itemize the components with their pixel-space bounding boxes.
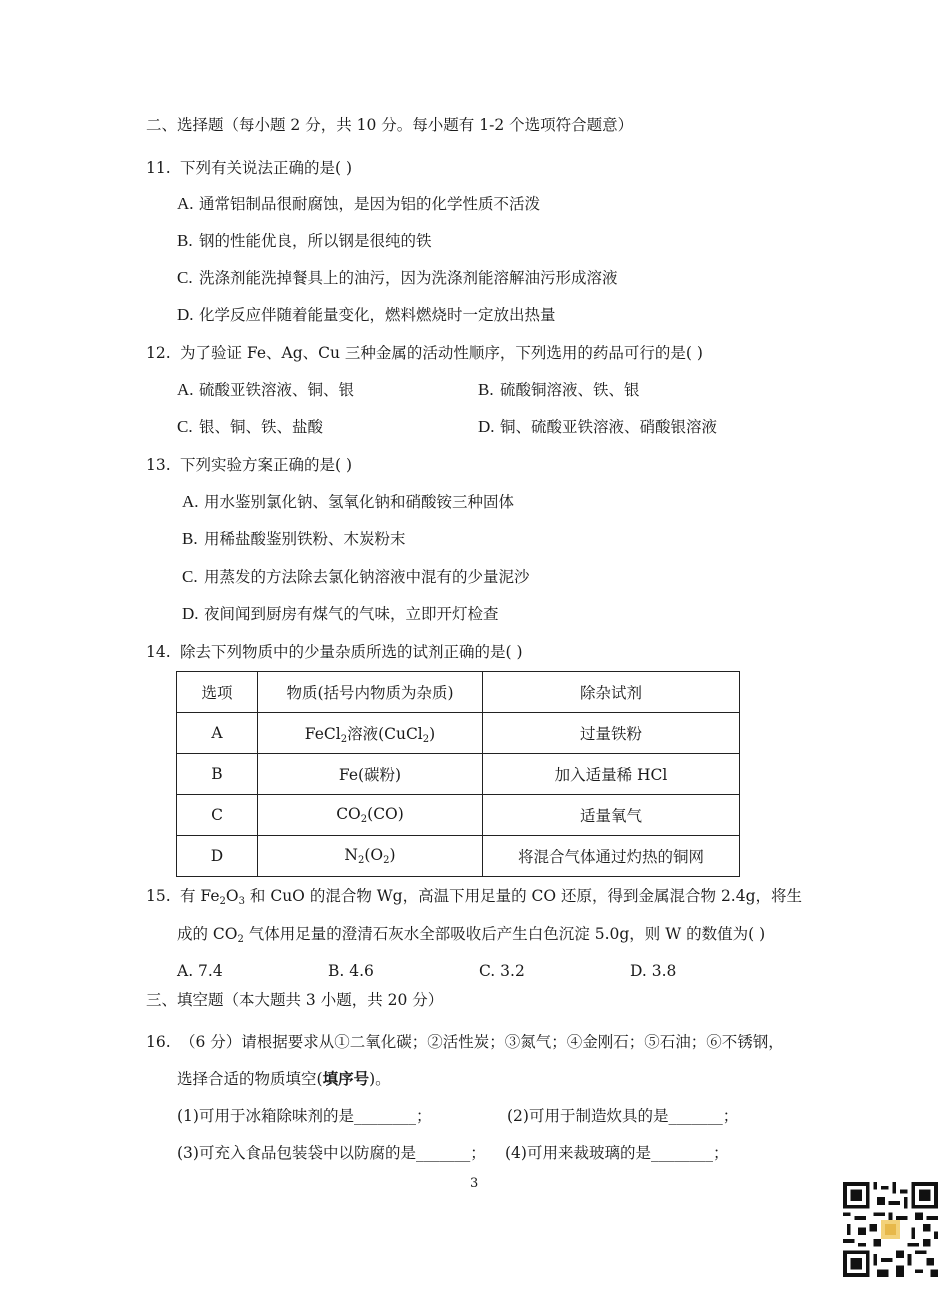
question-11 xyxy=(146,157,352,179)
option-letter: A. xyxy=(177,194,194,213)
option-letter: C. xyxy=(177,268,193,287)
subscript: 2 xyxy=(383,855,390,866)
table-row xyxy=(177,795,740,836)
subscript: 2 xyxy=(360,814,368,825)
option-text: 洗涤剂能洗掉餐具上的油污，因为洗涤剂能溶解油污形成溶液 xyxy=(199,269,618,287)
table-cell-substance xyxy=(258,795,483,836)
question-13 xyxy=(146,454,352,476)
table-header: 除杂试剂 xyxy=(483,672,740,713)
q11-option-d xyxy=(177,304,556,326)
q15-option-b: B. 4.6 xyxy=(328,962,374,980)
table-row xyxy=(177,836,740,877)
option-letter: A. xyxy=(177,380,194,399)
formula-part: (O xyxy=(364,846,384,864)
table-cell-option: B xyxy=(177,754,258,795)
question-number: 16. xyxy=(146,1033,171,1051)
formula-part: ) xyxy=(429,724,436,743)
table-cell-reagent: 加入适量稀 HCl xyxy=(483,754,740,795)
stem-bold: 填序号 xyxy=(322,1069,370,1088)
q16-blank-1: (1)可用于冰箱除味剂的是________； xyxy=(177,1107,432,1125)
q15-option-a: A. 7.4 xyxy=(177,962,223,980)
option-letter: D. xyxy=(182,604,199,623)
subscript: 2 xyxy=(219,896,226,907)
question-number: 12. xyxy=(146,344,171,362)
table-header-row xyxy=(177,672,740,713)
question-14 xyxy=(146,641,523,663)
option-text: 硫酸铜溶液、铁、银 xyxy=(500,381,640,399)
option-text: 钢的性能优良，所以钢是很纯的铁 xyxy=(199,232,432,250)
q11-option-c xyxy=(177,267,618,289)
q13-option-a xyxy=(182,491,514,513)
stem-part: 气体用足量的澄清石灰水全部吸收后产生白色沉淀 5.0g，则 W 的数值为( ) xyxy=(243,925,766,943)
question-stem: （6 分）请根据要求从①二氧化碳；②活性炭；③氮气；④金刚石；⑤石油；⑥不锈钢， xyxy=(180,1033,784,1051)
subscript: 2 xyxy=(357,855,365,866)
option-letter: A. xyxy=(182,492,199,511)
option-text: 铜、硫酸亚铁溶液、硝酸银溶液 xyxy=(500,418,718,436)
formula-part: Fe(碳粉) xyxy=(338,766,402,784)
formula-part: ) xyxy=(389,846,396,864)
subscript: 2 xyxy=(422,733,430,745)
table-cell-reagent: 将混合气体通过灼热的铜网 xyxy=(483,836,740,877)
table-cell-substance xyxy=(258,836,483,877)
question-16-line-2 xyxy=(177,1068,391,1090)
section-2-heading: 二、选择题（每小题 2 分，共 10 分。每小题有 1-2 个选项符合题意） xyxy=(146,116,634,134)
q15-option-d: D. 3.8 xyxy=(630,962,677,980)
subscript: 2 xyxy=(340,733,348,745)
table-row xyxy=(177,754,740,795)
subscript: 2 xyxy=(237,934,244,945)
q13-option-c xyxy=(182,566,530,588)
q12-option-a xyxy=(177,379,354,401)
option-letter: B. xyxy=(177,231,193,250)
question-stem: 为了验证 Fe、Ag、Cu 三种金属的活动性顺序，下列选用的药品可行的是( ) xyxy=(180,344,703,362)
table-header: 选项 xyxy=(177,672,258,713)
table-cell-option: C xyxy=(177,795,258,836)
impurity-table xyxy=(176,671,740,877)
table-cell-reagent: 过量铁粉 xyxy=(483,713,740,754)
formula-part: (CO) xyxy=(367,805,404,823)
option-letter: C. xyxy=(177,417,193,436)
stem-part: )。 xyxy=(369,1070,391,1088)
q12-option-d xyxy=(478,416,717,438)
q13-option-b xyxy=(182,528,406,550)
section-3-heading: 三、填空题（本大题共 3 小题，共 20 分） xyxy=(146,991,444,1009)
question-number: 11. xyxy=(146,159,171,177)
question-15-line-2 xyxy=(177,923,765,951)
option-letter: D. xyxy=(177,305,194,324)
q11-option-a xyxy=(177,193,540,215)
question-number: 14. xyxy=(146,643,171,661)
stem-part: 和 CuO 的混合物 Wg，高温下用足量的 CO 还原，得到金属混合物 2.4g，将生 xyxy=(244,887,803,905)
option-text: 用稀盐酸鉴别铁粉、木炭粉末 xyxy=(204,530,406,548)
stem-part: 选择合适的物质填空( xyxy=(177,1070,323,1088)
option-text: 用水鉴别氯化钠、氢氧化钠和硝酸铵三种固体 xyxy=(204,493,515,511)
question-12 xyxy=(146,342,703,364)
option-letter: B. xyxy=(182,529,198,548)
option-text: 夜间闻到厨房有煤气的气味，立即开灯检查 xyxy=(204,605,499,623)
stem-part: 成的 CO xyxy=(177,925,238,943)
question-number: 15. xyxy=(146,887,171,905)
table-cell-option: D xyxy=(177,836,258,877)
table-cell-reagent: 适量氧气 xyxy=(483,795,740,836)
page-number: 3 xyxy=(470,1176,479,1191)
q16-blank-4: (4)可用来裁玻璃的是________； xyxy=(505,1144,729,1162)
table-row xyxy=(177,713,740,754)
q15-option-c: C. 3.2 xyxy=(479,962,525,980)
question-stem: 下列实验方案正确的是( ) xyxy=(180,456,353,474)
question-16 xyxy=(146,1031,784,1053)
option-letter: B. xyxy=(478,380,494,399)
table-header: 物质(括号内物质为杂质) xyxy=(258,672,483,713)
table-cell-substance xyxy=(258,754,483,795)
table-cell-option: A xyxy=(177,713,258,754)
formula-part: N xyxy=(344,846,358,864)
q11-option-b xyxy=(177,230,432,252)
table-cell-substance xyxy=(258,713,483,754)
option-text: 通常铝制品很耐腐蚀，是因为铝的化学性质不活泼 xyxy=(199,195,541,213)
q13-option-d xyxy=(182,603,499,625)
question-number: 13. xyxy=(146,456,171,474)
q16-blank-2: (2)可用于制造炊具的是_______； xyxy=(507,1107,739,1125)
option-text: 银、铜、铁、盐酸 xyxy=(199,418,324,436)
formula-part: CO xyxy=(336,805,361,823)
q12-option-c xyxy=(177,416,323,438)
qr-code-icon xyxy=(843,1182,938,1277)
subscript: 3 xyxy=(238,896,245,907)
option-letter: C. xyxy=(182,567,198,586)
option-letter: D. xyxy=(478,417,495,436)
option-text: 硫酸亚铁溶液、铜、银 xyxy=(199,381,355,399)
question-15 xyxy=(146,885,802,913)
question-stem: 下列有关说法正确的是( ) xyxy=(180,159,353,177)
stem-part: 有 Fe xyxy=(180,887,220,905)
option-text: 用蒸发的方法除去氯化钠溶液中混有的少量泥沙 xyxy=(204,568,530,586)
formula-part: 溶液(CuCl xyxy=(347,724,423,743)
formula-part: FeCl xyxy=(304,724,341,743)
question-stem: 除去下列物质中的少量杂质所选的试剂正确的是( ) xyxy=(180,643,523,661)
stem-part: O xyxy=(225,887,239,905)
q16-blank-3: (3)可充入食品包装袋中以防腐的是_______； xyxy=(177,1144,486,1162)
option-text: 化学反应伴随着能量变化，燃料燃烧时一定放出热量 xyxy=(199,306,556,324)
q12-option-b xyxy=(478,379,640,401)
